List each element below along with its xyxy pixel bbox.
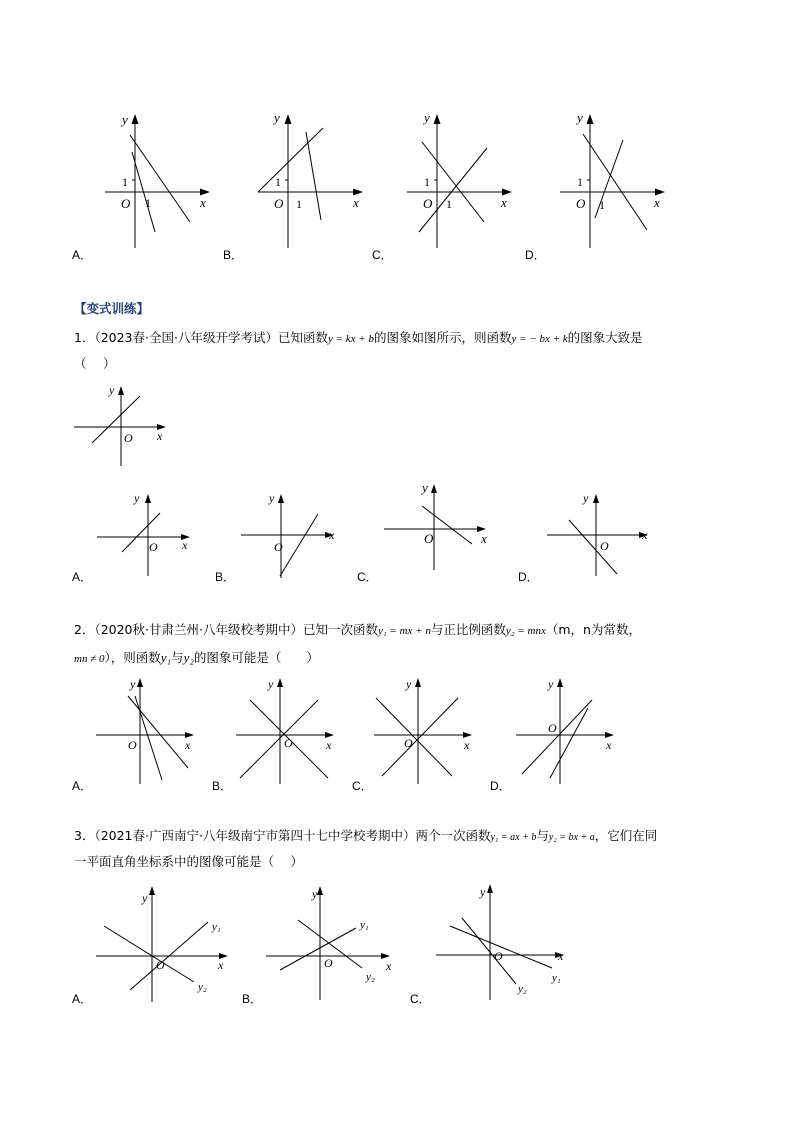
line-1	[130, 135, 190, 222]
top-graph-a	[100, 110, 230, 250]
line-1	[258, 128, 323, 192]
y-axis-label: y	[422, 480, 428, 495]
x-axis-label: x	[185, 738, 191, 752]
one-label: 1	[577, 175, 583, 189]
origin-label: O	[548, 721, 557, 735]
origin-label: O	[124, 431, 133, 445]
x-axis-label: x	[464, 738, 470, 752]
q3-graph-b	[262, 880, 412, 1005]
line-2	[306, 132, 321, 220]
y1-label: y₁	[212, 921, 221, 933]
line-1	[250, 700, 328, 778]
y-axis-label: y	[122, 112, 128, 127]
x-axis-label: x	[642, 528, 648, 542]
q2-graph-b	[232, 672, 352, 787]
top-graph-b	[253, 110, 383, 250]
q3-graph-c	[432, 878, 582, 1003]
y2-label: y₂	[366, 971, 375, 983]
line-2	[382, 698, 458, 776]
origin-label: O	[576, 196, 586, 211]
line-2	[240, 700, 318, 778]
origin-label: O	[404, 736, 413, 750]
q3-option-a[interactable]: A．	[72, 992, 93, 1006]
origin-label: O	[274, 196, 284, 211]
line-1	[583, 134, 647, 230]
x-axis-label: x	[182, 538, 188, 552]
top-option-a[interactable]: A．	[72, 248, 93, 262]
one-label: 1	[424, 175, 430, 189]
one-label: 1	[145, 196, 151, 210]
y-axis-label: y	[406, 677, 412, 691]
q1-text: 1．（2023春·全国·八年级开学考试）已知函数y = kx + b的图象如图所示，则函数y = − bx + k的图象大致是	[74, 330, 643, 345]
x-axis-label: x	[481, 531, 487, 546]
q1-graph-b	[236, 488, 346, 583]
y-axis-label: y	[142, 891, 148, 905]
line-2	[550, 708, 588, 778]
q1-option-b[interactable]: B．	[215, 570, 236, 584]
origin-label: O	[324, 956, 333, 970]
q1-option-a[interactable]: A．	[72, 570, 93, 584]
x-axis-label: x	[329, 528, 335, 542]
origin-label: O	[156, 958, 165, 972]
q2-graph-c	[370, 672, 490, 787]
x-axis-label: x	[558, 949, 564, 963]
q3-option-b[interactable]: B．	[242, 992, 263, 1006]
y-axis-label: y	[134, 491, 140, 505]
y1-label: y₁	[552, 972, 561, 984]
y-axis-label: y	[109, 383, 115, 397]
q2-text: 2．（2020秋·甘肃兰州·八年级校考期中）已知一次函数y₁ = mx + n与正比例函数y₂ = mnx（m，n为常数，	[74, 622, 641, 637]
y-axis-label: y	[269, 491, 275, 505]
q1-reference-graph	[72, 380, 182, 470]
y-axis-label: y	[480, 885, 486, 899]
y2-label: y₂	[518, 983, 527, 995]
q3-option-c[interactable]: C．	[410, 992, 431, 1006]
top-option-d[interactable]: D．	[525, 248, 546, 262]
q3-text-line2: 一平面直角坐标系中的图像可能是（ ）	[74, 854, 303, 869]
q2-graph-a	[92, 672, 212, 787]
q1-option-c[interactable]: C．	[357, 570, 378, 584]
q2-text-line2: mn ≠ 0），则函数y₁与y₂的图象可能是（ ）	[74, 650, 319, 665]
y1-label: y₁	[360, 919, 369, 931]
y-axis-label: y	[577, 110, 583, 125]
q3-text: 3．（2021春·广西南宁·八年级南宁市第四十七中学校考期中）两个一次函数y₁ = ax + b与y₂ = bx + a，它们在同	[74, 828, 658, 843]
q1-graph-c	[380, 478, 495, 573]
y2-label: y₂	[198, 981, 207, 993]
line-y2	[462, 918, 516, 984]
x-axis-label: x	[326, 738, 332, 752]
q2-option-c[interactable]: C．	[352, 779, 373, 793]
top-option-b[interactable]: B．	[223, 248, 244, 262]
q3-graph-a	[92, 880, 242, 1005]
line-2	[595, 140, 623, 218]
line	[280, 514, 318, 576]
one-label: 1	[296, 197, 302, 211]
y-axis-label: y	[130, 677, 136, 691]
one-label: 1	[275, 175, 281, 189]
y-axis-label: y	[274, 110, 280, 125]
x-axis-label: x	[654, 195, 660, 210]
x-axis-label: x	[218, 958, 224, 972]
y-axis-label: y	[548, 677, 554, 691]
line	[569, 520, 617, 574]
q2-option-d[interactable]: D．	[490, 779, 511, 793]
line-2	[419, 148, 487, 232]
y-axis-label: y	[312, 887, 318, 901]
q1-option-d[interactable]: D．	[518, 570, 539, 584]
y-axis-label: y	[268, 677, 274, 691]
x-axis-label: x	[386, 959, 392, 973]
x-axis-label: x	[353, 195, 359, 210]
origin-label: O	[494, 949, 503, 963]
line-1	[522, 700, 592, 774]
q1-graph-d	[545, 488, 655, 583]
y-axis-label: y	[583, 491, 589, 505]
x-axis-label: x	[200, 195, 206, 210]
line-2	[135, 696, 162, 780]
section-heading: 【变式训练】	[74, 301, 150, 316]
origin-label: O	[149, 540, 158, 554]
origin-label: O	[128, 738, 137, 752]
x-axis-label: x	[501, 195, 507, 210]
top-graph-c	[402, 110, 532, 250]
origin-label: O	[284, 736, 293, 750]
top-graph-d	[555, 110, 685, 250]
origin-label: O	[424, 531, 434, 546]
line-1	[128, 696, 188, 768]
origin-label: O	[423, 196, 433, 211]
line	[92, 396, 140, 443]
x-axis-label: x	[157, 429, 163, 443]
line-y1	[280, 928, 356, 970]
q1-paren: （ ）	[74, 356, 116, 371]
x-axis-label: x	[606, 738, 612, 752]
q2-option-a[interactable]: A．	[72, 779, 93, 793]
origin-label: O	[600, 539, 609, 553]
origin-label: O	[121, 196, 131, 211]
one-label: 1	[446, 197, 452, 211]
y-axis-label: y	[424, 110, 430, 125]
q1-graph-a	[92, 488, 202, 578]
one-label: 1	[599, 198, 605, 212]
q2-graph-d	[512, 672, 632, 787]
q2-option-b[interactable]: B．	[212, 779, 233, 793]
top-option-c[interactable]: C．	[372, 248, 393, 262]
line-1	[376, 698, 452, 776]
origin-label: O	[274, 540, 283, 554]
one-label: 1	[122, 175, 128, 189]
